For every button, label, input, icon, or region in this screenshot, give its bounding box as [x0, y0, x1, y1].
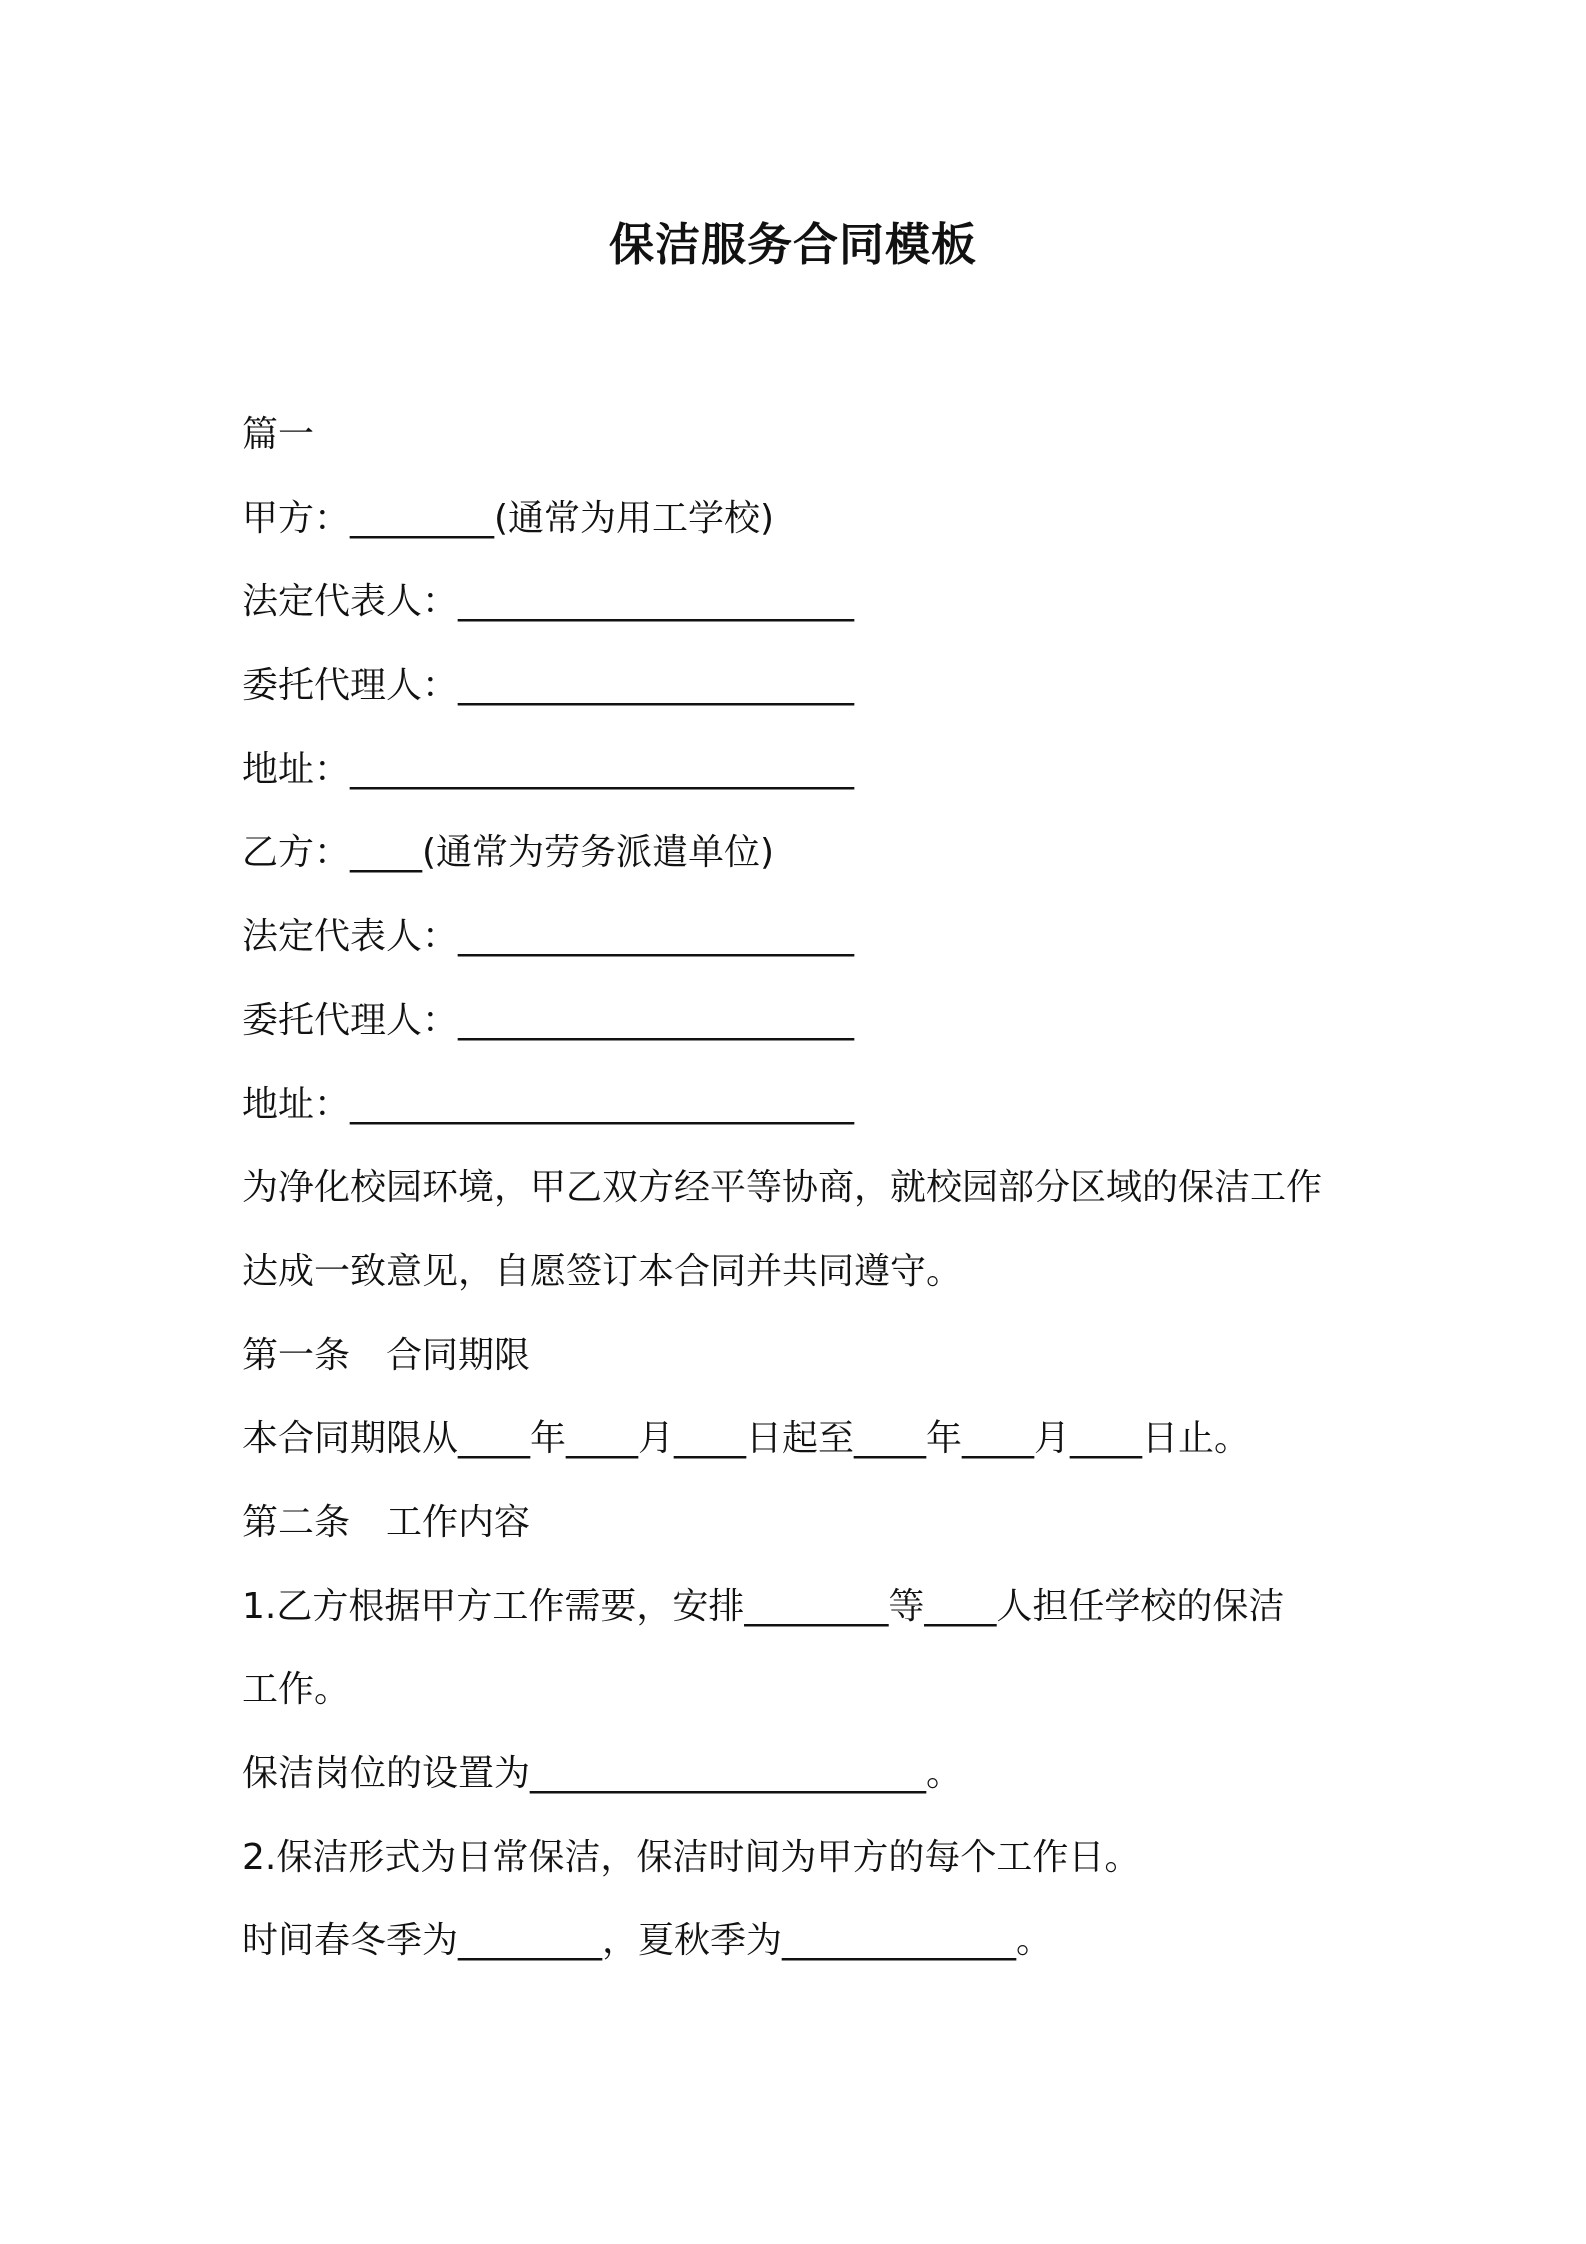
party-b-legal-representative-line: 法定代表人：______________________ [242, 916, 855, 958]
party-a-authorized-agent-line: 委托代理人：______________________ [242, 665, 855, 707]
party-b-address-line: 地址：____________________________ [242, 1083, 855, 1125]
contract-term-line: 本合同期限从____年____月____日起至____年____月____日止。 [242, 1418, 1251, 1460]
season-time-line: 时间春冬季为________，夏秋季为_____________。 [242, 1920, 1053, 1962]
party-a-address-line: 地址：____________________________ [242, 748, 855, 790]
party-a-legal-representative-line: 法定代表人：______________________ [242, 581, 855, 623]
document-body [242, 405, 1382, 1995]
preamble-line-1: 为净化校园环境，甲乙双方经平等协商，就校园部分区域的保洁工作 [242, 1167, 1323, 1209]
cleaning-post-line: 保洁岗位的设置为______________________。 [242, 1753, 963, 1794]
party-b-line: 乙方：____(通常为劳务派遣单位) [242, 832, 775, 874]
work-arrangement-line-2: 工作。 [242, 1669, 351, 1711]
article-one-heading: 第一条 合同期限 [242, 1334, 531, 1376]
article-two-heading: 第二条 工作内容 [242, 1501, 531, 1543]
work-arrangement-line-1: 1.乙方根据甲方工作需要，安排________等____人担任学校的保洁 [242, 1585, 1285, 1627]
section-heading: 篇一 [242, 414, 315, 455]
party-b-authorized-agent-line: 委托代理人：______________________ [242, 999, 855, 1041]
party-a-line: 甲方：________(通常为用工学校) [242, 497, 775, 539]
cleaning-form-line: 2.保洁形式为日常保洁，保洁时间为甲方的每个工作日。 [242, 1836, 1141, 1878]
document-title: 保洁服务合同模板 [608, 218, 977, 271]
preamble-line-2: 达成一致意见，自愿签订本合同并共同遵守。 [242, 1250, 963, 1292]
